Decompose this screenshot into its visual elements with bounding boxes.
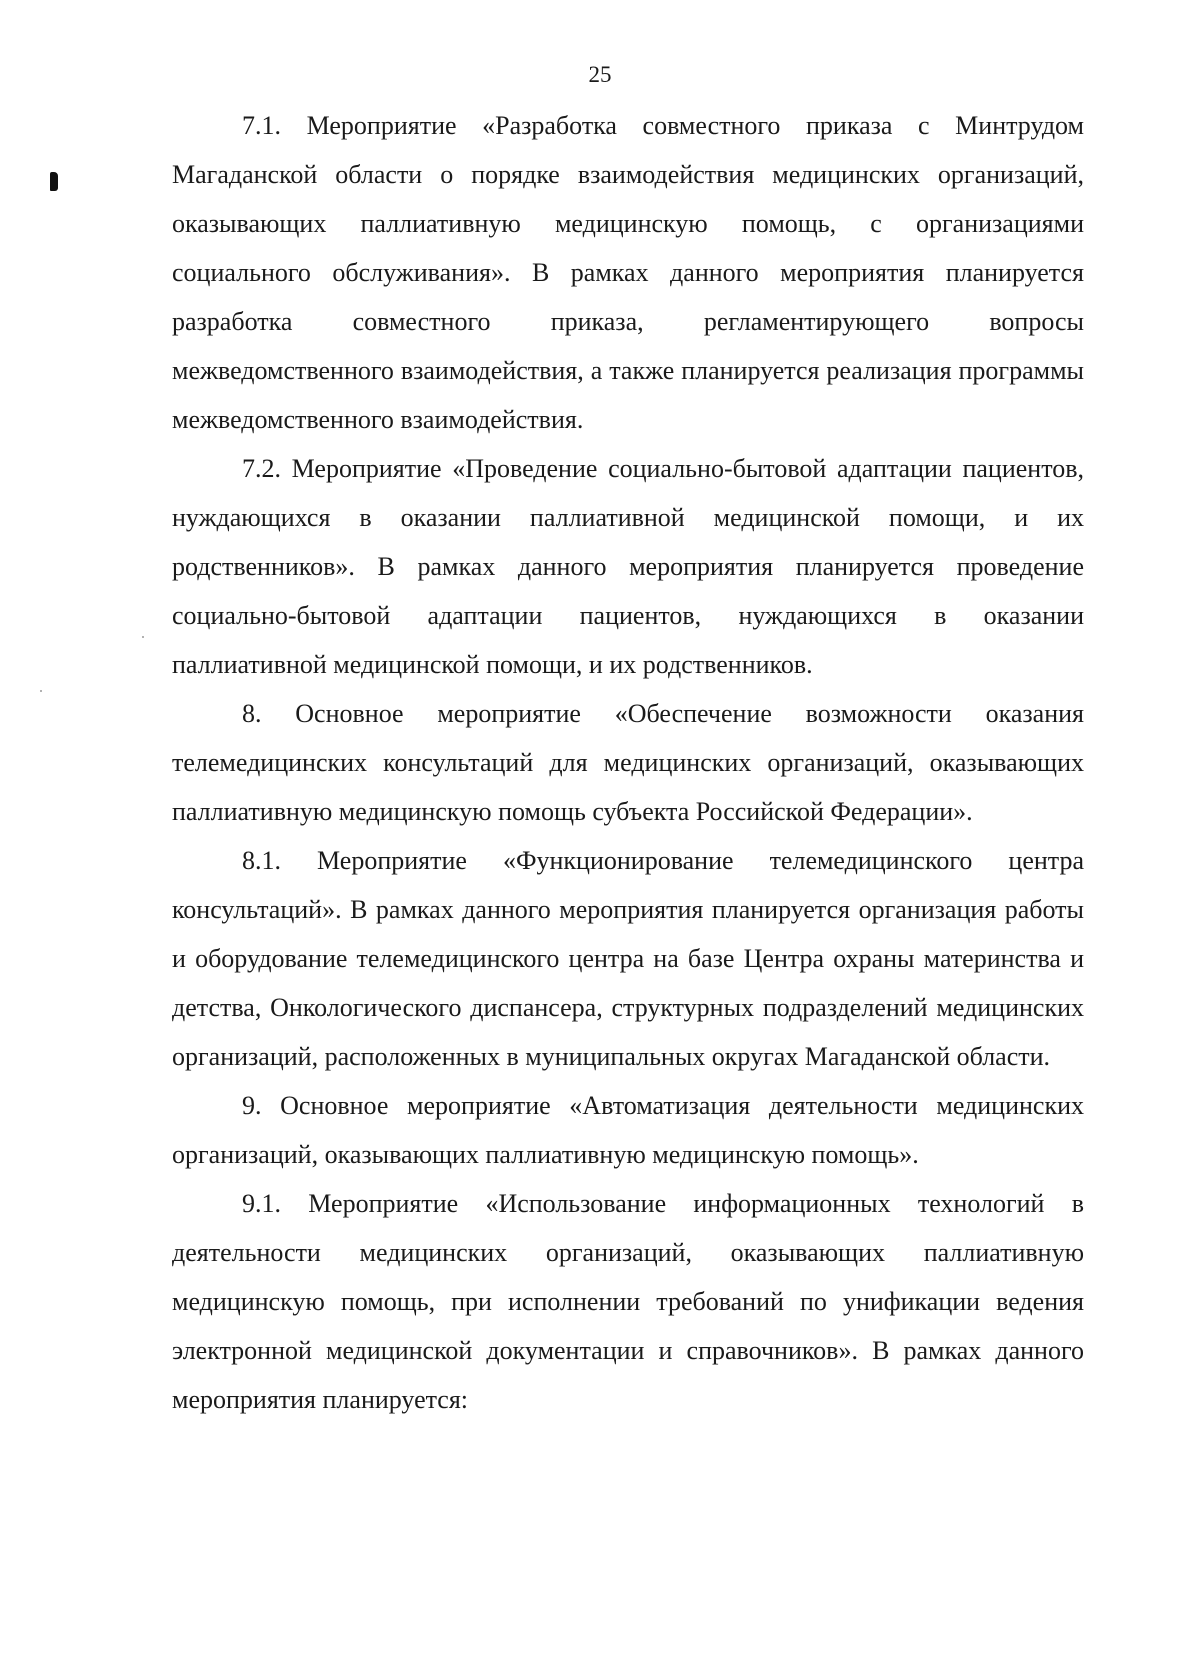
paragraph-7-2: 7.2. Мероприятие «Проведение социально-бытовой адаптации пациентов, нуждающихся в оказании паллиативной медицинской помощи, и их родственников». В рамках данного мероприятия планируется проведение социально-бытовой адаптации пациентов, нуждающихся в оказании паллиативной медицинской помощи, и их родственников.: [172, 454, 1084, 679]
page-number: 25: [588, 62, 612, 87]
paragraph-8-1: 8.1. Мероприятие «Функционирование телемедицинского центра консультаций». В рамках данного мероприятия планируется организация работы и оборудование телемедицинского центра на базе Центра охраны материнства и детства, Онкологического диспансера, структурных подразделений медицинских организаций, расположенных в муниципальных округах Магаданской области.: [172, 846, 1084, 1071]
paragraph-8: 8. Основное мероприятие «Обеспечение возможности оказания телемедицинских консультаций для медицинских организаций, оказывающих паллиативную медицинскую помощь субъекта Российской Федерации».: [172, 699, 1084, 826]
document-body: [172, 101, 1084, 1424]
scan-artifact-dot: [142, 636, 144, 638]
scan-artifact-mark: [50, 172, 58, 191]
paragraph-7-1: 7.1. Мероприятие «Разработка совместного приказа с Минтрудом Магаданской области о порядке взаимодействия медицинских организаций, оказывающих паллиативную медицинскую помощь, с организациями социального обслуживания». В рамках данного мероприятия планируется разработка совместного приказа, регламентирующего вопросы межведомственного взаимодействия, а также планируется реализация программы межведомственного взаимодействия.: [172, 111, 1084, 434]
paragraph-9: 9. Основное мероприятие «Автоматизация деятельности медицинских организаций, оказывающих паллиативную медицинскую помощь».: [172, 1091, 1084, 1169]
paragraph-9-1: 9.1. Мероприятие «Использование информационных технологий в деятельности медицинских организаций, оказывающих паллиативную медицинскую помощь, при исполнении требований по унификации ведения электронной медицинской документации и справочников». В рамках данного мероприятия планируется:: [172, 1189, 1084, 1414]
scan-artifact-dot: [40, 690, 42, 692]
